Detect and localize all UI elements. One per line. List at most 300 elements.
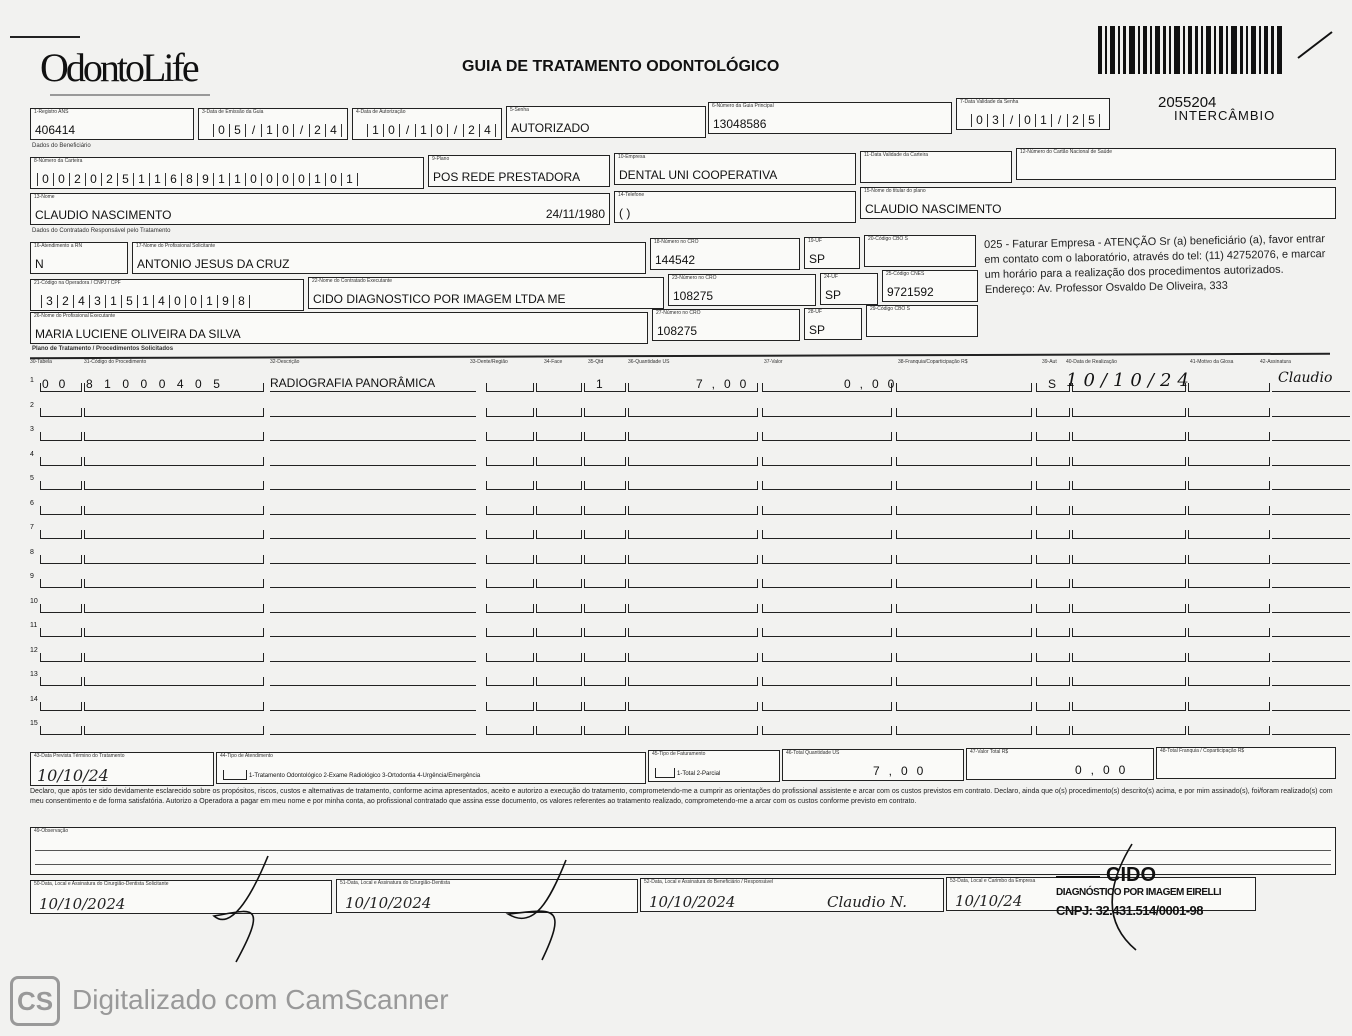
table-cell[interactable]	[1072, 726, 1186, 735]
hdr-tabela: 30-Tabela	[30, 359, 52, 365]
row-number: 10	[30, 597, 38, 605]
table-cell[interactable]	[1072, 530, 1186, 539]
contratado-executante-value: CIDO DIAGNOSTICO POR IMAGEM LTDA ME	[313, 292, 566, 306]
table-cell[interactable]	[84, 726, 264, 735]
table-cell[interactable]	[486, 481, 534, 490]
table-cell[interactable]	[896, 702, 1032, 711]
table-cell[interactable]	[762, 506, 892, 515]
row-number: 2	[30, 401, 34, 409]
hdr-franquia: 38-Franquia/Coparticipação R$	[898, 359, 968, 365]
cro-solicitante-label: 18-Número no CRO	[654, 239, 699, 245]
table-row	[30, 595, 1330, 615]
table-cell[interactable]	[896, 677, 1032, 686]
procedures-header	[30, 359, 1340, 369]
table-cell[interactable]	[1188, 555, 1270, 564]
sig1-date: 10/10/2024	[39, 895, 126, 913]
contratado-executante-field[interactable]	[308, 277, 664, 309]
empresa-field[interactable]	[614, 153, 856, 185]
table-cell[interactable]	[628, 604, 758, 613]
table-cell[interactable]	[584, 702, 626, 711]
table-cell[interactable]	[536, 628, 582, 637]
table-cell[interactable]	[1272, 677, 1350, 686]
table-cell[interactable]	[1036, 457, 1070, 466]
table-cell[interactable]	[1072, 579, 1186, 588]
table-cell[interactable]	[628, 481, 758, 490]
table-cell[interactable]	[486, 555, 534, 564]
table-cell[interactable]	[486, 702, 534, 711]
table-cell[interactable]	[270, 481, 476, 490]
table-cell[interactable]	[270, 555, 476, 564]
table-cell[interactable]	[762, 555, 892, 564]
table-cell[interactable]	[584, 653, 626, 662]
telefone-value: ( )	[619, 206, 631, 220]
guia-principal-value: 13048586	[713, 117, 767, 131]
table-cell[interactable]	[40, 726, 82, 735]
empresa-label: 10-Empresa	[618, 154, 646, 160]
hdr-us: 36-Quantidade US	[628, 359, 670, 365]
table-cell[interactable]	[536, 677, 582, 686]
table-cell[interactable]	[40, 408, 82, 417]
table-cell[interactable]	[584, 408, 626, 417]
table-cell[interactable]	[40, 604, 82, 613]
registro-ans-field[interactable]	[30, 108, 194, 140]
uf-contratado-field[interactable]	[820, 273, 878, 305]
logo-text: OdontoLife	[40, 45, 197, 90]
table-cell[interactable]	[270, 628, 476, 637]
table-cell[interactable]	[1188, 579, 1270, 588]
cnes-field[interactable]	[882, 270, 978, 302]
row-number: 1	[30, 377, 34, 384]
table-cell[interactable]	[1072, 408, 1186, 417]
table-cell[interactable]	[1188, 481, 1270, 490]
cbo-solicitante-field[interactable]	[864, 235, 976, 267]
table-cell[interactable]	[486, 408, 534, 417]
table-cell[interactable]	[84, 432, 264, 441]
table-cell[interactable]	[270, 408, 476, 417]
table-cell[interactable]	[1188, 677, 1270, 686]
table-cell[interactable]	[628, 628, 758, 637]
table-cell[interactable]	[536, 506, 582, 515]
table-cell[interactable]	[536, 457, 582, 466]
table-cell[interactable]	[270, 457, 476, 466]
table-cell[interactable]	[896, 628, 1032, 637]
cro-contratado-label: 23-Número no CRO	[672, 275, 717, 281]
data-autorizacao-field[interactable]	[352, 108, 502, 140]
table-cell[interactable]	[1188, 530, 1270, 539]
cnes-label: 25-Código CNES	[886, 271, 925, 277]
table-cell[interactable]	[1072, 677, 1186, 686]
table-cell[interactable]	[1188, 604, 1270, 613]
table-cell[interactable]	[1272, 726, 1350, 735]
row1-descricao: RADIOGRAFIA PANORÂMICA	[270, 376, 436, 390]
table-cell[interactable]	[896, 579, 1032, 588]
tipo-atendimento-field[interactable]	[216, 752, 646, 784]
table-cell[interactable]	[536, 432, 582, 441]
data-emissao-label: 3-Data de Emissão da Guia	[202, 109, 264, 115]
uf-executante-value: SP	[809, 323, 826, 337]
table-cell[interactable]	[1036, 530, 1070, 539]
row-number: 15	[30, 720, 38, 727]
table-cell[interactable]	[536, 579, 582, 588]
table-cell[interactable]	[584, 530, 626, 539]
validade-senha-field[interactable]	[956, 98, 1110, 130]
company-stamp	[1056, 866, 1236, 926]
table-cell[interactable]	[1036, 628, 1070, 637]
uf-solicitante-field[interactable]	[804, 237, 860, 269]
valor-total-field[interactable]	[966, 748, 1154, 780]
table-cell[interactable]	[1036, 653, 1070, 662]
table-cell[interactable]	[40, 506, 82, 515]
cbo-executante-field[interactable]	[866, 305, 978, 337]
table-cell[interactable]	[584, 604, 626, 613]
table-cell[interactable]	[628, 408, 758, 417]
table-cell[interactable]	[270, 726, 476, 735]
uf-contratado-value: SP	[825, 288, 842, 302]
guide-number: 2055204	[1158, 94, 1217, 111]
table-cell[interactable]	[486, 457, 534, 466]
table-cell[interactable]	[270, 604, 476, 613]
table-cell[interactable]	[628, 555, 758, 564]
declaration-text: Declaro, que após ter sido devidamente esclarecido sobre os propósitos, riscos, custos e alternativas de tratamento, conforme acima apresentados, aceito e autorizo a execução do tratamento, comprometendo-me a cumprir as orientações do profissional assistente e arcar com os custos previstos em contrato. Declaro, ainda que o(s) procedimento(s) descrito(s) acima, e por mim assinado(s), foi/foram realizado(s) com meu consentimento e de forma satisfatória. Autorizo a Operadora a pagar em meu nome e por minha conta, ao profissional contratado que assina esse documento, os valores referentes ao tratamento realizado, comprometendo-me a arcar com os custos conforme previsto em contrato.	[30, 788, 1333, 805]
logo	[10, 36, 220, 106]
profissional-executante-value: MARIA LUCIENE OLIVEIRA DA SILVA	[35, 327, 241, 341]
tipo-faturamento-field[interactable]	[648, 750, 780, 782]
sig4-label: 53-Data, Local e Carimbo da Empresa	[950, 878, 1036, 884]
tipo-faturamento-checkbox[interactable]	[655, 768, 675, 778]
table-cell[interactable]	[84, 506, 264, 515]
table-cell[interactable]	[896, 457, 1032, 466]
table-cell[interactable]	[1272, 653, 1350, 662]
table-cell[interactable]	[536, 555, 582, 564]
table-cell[interactable]	[1272, 432, 1350, 441]
table-cell[interactable]	[84, 628, 264, 637]
table-cell[interactable]	[84, 408, 264, 417]
table-cell[interactable]	[486, 432, 534, 441]
table-cell[interactable]	[40, 481, 82, 490]
table-cell[interactable]	[40, 579, 82, 588]
sig2-date: 10/10/2024	[345, 894, 432, 912]
table-cell[interactable]	[762, 604, 892, 613]
guia-principal-label: 6-Número da Guia Principal	[712, 103, 774, 109]
telefone-field[interactable]	[614, 191, 856, 223]
hdr-face: 34-Face	[544, 359, 563, 365]
table-cell[interactable]	[40, 628, 82, 637]
table-cell[interactable]	[1036, 506, 1070, 515]
table-cell[interactable]	[270, 506, 476, 515]
profissional-solicitante-field[interactable]	[132, 242, 646, 274]
table-cell[interactable]	[1036, 432, 1070, 441]
table-cell[interactable]	[762, 702, 892, 711]
table-cell[interactable]	[762, 481, 892, 490]
empresa-value: DENTAL UNI COOPERATIVA	[619, 168, 778, 182]
table-row	[30, 521, 1330, 541]
table-cell[interactable]	[1188, 702, 1270, 711]
hdr-data: 40-Data de Realização	[1066, 359, 1117, 365]
titular-field[interactable]	[860, 187, 1336, 219]
table-cell[interactable]	[536, 702, 582, 711]
page-title: GUIA DE TRATAMENTO ODONTOLÓGICO	[462, 58, 780, 75]
numero-carteira-field[interactable]	[30, 157, 424, 189]
table-cell[interactable]	[762, 677, 892, 686]
total-franquia-field[interactable]	[1156, 747, 1336, 779]
table-row	[30, 546, 1330, 566]
row-number: 14	[30, 695, 38, 703]
table-cell[interactable]	[1072, 604, 1186, 613]
table-cell[interactable]	[40, 653, 82, 662]
table-cell[interactable]	[1072, 702, 1186, 711]
table-cell[interactable]	[1272, 506, 1350, 515]
table-cell[interactable]	[762, 408, 892, 417]
codigo-operadora-field[interactable]	[30, 279, 304, 311]
table-cell[interactable]	[486, 628, 534, 637]
hdr-qtd: 35-Qtd	[588, 359, 604, 365]
table-cell[interactable]	[628, 702, 758, 711]
procedures-top-rule	[30, 353, 1330, 359]
table-cell[interactable]	[1188, 432, 1270, 441]
table-cell[interactable]	[1188, 408, 1270, 417]
table-cell[interactable]	[628, 653, 758, 662]
table-cell[interactable]	[896, 555, 1032, 564]
table-cell[interactable]	[84, 604, 264, 613]
table-cell[interactable]	[1188, 457, 1270, 466]
table-cell[interactable]	[40, 677, 82, 686]
cartao-nacional-field[interactable]	[1016, 148, 1336, 180]
table-cell[interactable]	[486, 579, 534, 588]
table-cell[interactable]	[486, 677, 534, 686]
table-cell[interactable]	[1036, 555, 1070, 564]
table-cell[interactable]	[584, 555, 626, 564]
table-row	[30, 497, 1330, 517]
table-cell[interactable]	[628, 726, 758, 735]
table-cell[interactable]	[536, 481, 582, 490]
table-cell[interactable]	[628, 506, 758, 515]
table-cell[interactable]	[536, 726, 582, 735]
table-cell[interactable]	[762, 579, 892, 588]
table-cell[interactable]	[84, 481, 264, 490]
row1-us: 7,00	[696, 377, 756, 391]
tipo-faturamento-label: 45-Tipo de Faturamento	[652, 751, 706, 757]
table-cell[interactable]	[84, 579, 264, 588]
stamp-cnpj: CNPJ: 32.431.514/0001-98	[1056, 903, 1204, 918]
cro-contratado-value: 108275	[673, 289, 714, 303]
table-cell[interactable]	[1188, 726, 1270, 735]
table-cell[interactable]	[270, 702, 476, 711]
numero-carteira-digits: 0 0 2 0 2 5 1 1 6 8 9 1 1 0 0 0 0 1 0 1	[37, 173, 358, 186]
table-cell[interactable]	[1272, 604, 1350, 613]
table-cell[interactable]	[584, 506, 626, 515]
table-row	[30, 399, 1330, 419]
table-cell[interactable]	[270, 579, 476, 588]
table-cell[interactable]	[270, 432, 476, 441]
tipo-atendimento-checkbox[interactable]	[223, 770, 247, 780]
tipo-atendimento-label: 44-Tipo de Atendimento	[220, 753, 273, 759]
valor-total-label: 47-Valor Total R$	[970, 749, 1009, 755]
data-emissao-field[interactable]	[198, 108, 348, 140]
observacao-label: 49-Observação	[34, 828, 69, 834]
table-cell[interactable]	[84, 677, 264, 686]
termino-field[interactable]	[30, 752, 214, 786]
table-cell[interactable]	[84, 555, 264, 564]
table-cell[interactable]	[1072, 628, 1186, 637]
table-cell[interactable]	[584, 432, 626, 441]
sig3-label: 52-Data, Local e Assinatura do Beneficiário / Responsável	[644, 879, 773, 885]
table-cell[interactable]	[486, 653, 534, 662]
table-cell[interactable]	[270, 653, 476, 662]
table-cell[interactable]	[270, 677, 476, 686]
table-cell[interactable]	[1036, 579, 1070, 588]
cro-executante-label: 27-Número no CRO	[656, 310, 701, 316]
table-cell[interactable]	[84, 702, 264, 711]
table-cell[interactable]	[1036, 677, 1070, 686]
table-cell[interactable]	[40, 530, 82, 539]
cro-solicitante-value: 144542	[655, 253, 696, 267]
table-cell[interactable]	[628, 677, 758, 686]
table-cell[interactable]	[628, 530, 758, 539]
atendimento-rn-value: N	[35, 257, 44, 271]
table-cell[interactable]	[762, 726, 892, 735]
table-cell[interactable]	[584, 457, 626, 466]
table-cell[interactable]	[584, 677, 626, 686]
table-cell[interactable]	[1036, 481, 1070, 490]
table-cell[interactable]	[896, 408, 1032, 417]
dados-contratado-label: Dados do Contratado Responsável pelo Tratamento	[32, 228, 171, 234]
nome-birthdate: 24/11/1980	[545, 207, 605, 221]
intercambio-label: INTERCÂMBIO	[1174, 108, 1276, 123]
table-row	[30, 668, 1330, 688]
sig4-date: 10/10/24	[955, 892, 1023, 910]
table-cell[interactable]	[762, 653, 892, 662]
table-cell[interactable]	[1072, 653, 1186, 662]
cbo-executante-label: 29-Código CBO S	[870, 306, 911, 312]
table-cell[interactable]	[1072, 506, 1186, 515]
table-cell[interactable]	[486, 530, 534, 539]
uf-executante-field[interactable]	[804, 308, 862, 340]
table-cell[interactable]	[1272, 579, 1350, 588]
table-cell[interactable]	[536, 604, 582, 613]
table-cell[interactable]	[1272, 481, 1350, 490]
table-cell[interactable]	[584, 579, 626, 588]
validade-senha-label: 7-Data Validade da Senha	[960, 99, 1019, 105]
table-cell[interactable]	[1272, 555, 1350, 564]
notice-text: 025 - Faturar Empresa - ATENÇÃO Sr (a) beneficiário (a), favor entrar em contato com o laboratório, através do tel: (11) 42752076, e marcar um horário para a realização dos procedimentos autorizados. Endereço: Av. Professor Osvaldo De Oliveira, 333	[984, 233, 1326, 296]
profissional-executante-label: 26-Nome do Profissional Executante	[34, 313, 116, 319]
table-cell[interactable]	[896, 726, 1032, 735]
table-cell[interactable]	[628, 579, 758, 588]
table-cell[interactable]	[1188, 628, 1270, 637]
termino-label: 43-Data Prevista Término do Tratamento	[34, 753, 125, 759]
table-cell[interactable]	[40, 457, 82, 466]
table-cell[interactable]	[1272, 628, 1350, 637]
validade-carteira-field[interactable]	[860, 151, 1012, 183]
total-us-field[interactable]	[782, 749, 964, 781]
table-cell[interactable]	[486, 726, 534, 735]
table-cell[interactable]	[1072, 432, 1186, 441]
row1-values	[30, 370, 1350, 394]
guia-principal-field[interactable]	[708, 102, 952, 134]
cro-contratado-field[interactable]	[668, 274, 816, 306]
table-cell[interactable]	[486, 506, 534, 515]
row1-tabela: 00	[42, 377, 76, 391]
table-cell[interactable]	[762, 432, 892, 441]
nome-label: 13-Nome	[34, 194, 55, 200]
table-cell[interactable]	[762, 530, 892, 539]
table-cell[interactable]	[584, 481, 626, 490]
table-cell[interactable]	[40, 702, 82, 711]
table-cell[interactable]	[1188, 506, 1270, 515]
hdr-dente: 33-Dente/Região	[470, 359, 508, 365]
cro-executante-field[interactable]	[652, 309, 800, 341]
data-emissao-digits: 0 5 / 1 0 / 2 4	[213, 124, 342, 137]
senha-field[interactable]	[506, 106, 706, 138]
table-cell[interactable]	[1036, 726, 1070, 735]
table-cell[interactable]	[896, 604, 1032, 613]
table-cell[interactable]	[762, 457, 892, 466]
row-number: 11	[30, 622, 38, 629]
atendimento-rn-field[interactable]	[30, 242, 128, 274]
table-cell[interactable]	[896, 530, 1032, 539]
table-row	[30, 619, 1330, 639]
table-cell[interactable]	[896, 506, 1032, 515]
table-cell[interactable]	[1036, 604, 1070, 613]
table-cell[interactable]	[1072, 555, 1186, 564]
table-cell[interactable]	[1036, 408, 1070, 417]
table-cell[interactable]	[1272, 702, 1350, 711]
plano-label: 9-Plano	[432, 156, 450, 162]
table-cell[interactable]	[1188, 653, 1270, 662]
table-cell[interactable]	[1072, 481, 1186, 490]
registro-ans-label: 1-Registro ANS	[34, 109, 69, 115]
table-cell[interactable]	[1072, 457, 1186, 466]
watermark-text: Digitalizado com CamScanner	[72, 984, 449, 1015]
table-cell[interactable]	[84, 530, 264, 539]
table-cell[interactable]	[536, 653, 582, 662]
table-cell[interactable]	[270, 530, 476, 539]
table-cell[interactable]	[1272, 408, 1350, 417]
table-cell[interactable]	[896, 653, 1032, 662]
plano-field[interactable]	[428, 155, 610, 187]
table-cell[interactable]	[628, 457, 758, 466]
nome-field[interactable]	[30, 193, 610, 225]
table-cell[interactable]	[536, 408, 582, 417]
table-cell[interactable]	[584, 628, 626, 637]
validade-carteira-label: 11-Data Validade da Carteira	[864, 152, 929, 158]
table-cell[interactable]	[628, 432, 758, 441]
table-cell[interactable]	[1272, 457, 1350, 466]
cro-solicitante-field[interactable]	[650, 238, 800, 270]
stamp-subtitle: DIAGNÓSTICO POR IMAGEM EIRELLI	[1056, 887, 1222, 898]
table-cell[interactable]	[84, 457, 264, 466]
table-cell[interactable]	[536, 530, 582, 539]
table-cell[interactable]	[1036, 702, 1070, 711]
row1-qtd: 1	[596, 377, 603, 391]
table-cell[interactable]	[486, 604, 534, 613]
uf-solicitante-label: 19-UF	[808, 238, 822, 244]
hdr-assinatura: 42-Assinatura	[1260, 359, 1291, 365]
profissional-executante-field[interactable]	[30, 312, 648, 344]
table-cell[interactable]	[40, 555, 82, 564]
barcode	[1098, 26, 1282, 74]
table-cell[interactable]	[84, 653, 264, 662]
table-cell[interactable]	[1272, 530, 1350, 539]
table-cell[interactable]	[762, 628, 892, 637]
table-cell[interactable]	[584, 726, 626, 735]
table-row	[30, 644, 1330, 664]
table-cell[interactable]	[896, 432, 1032, 441]
termino-value: 10/10/24	[37, 766, 109, 785]
senha-value: AUTORIZADO	[511, 121, 590, 135]
table-cell[interactable]	[896, 481, 1032, 490]
table-cell[interactable]	[40, 432, 82, 441]
